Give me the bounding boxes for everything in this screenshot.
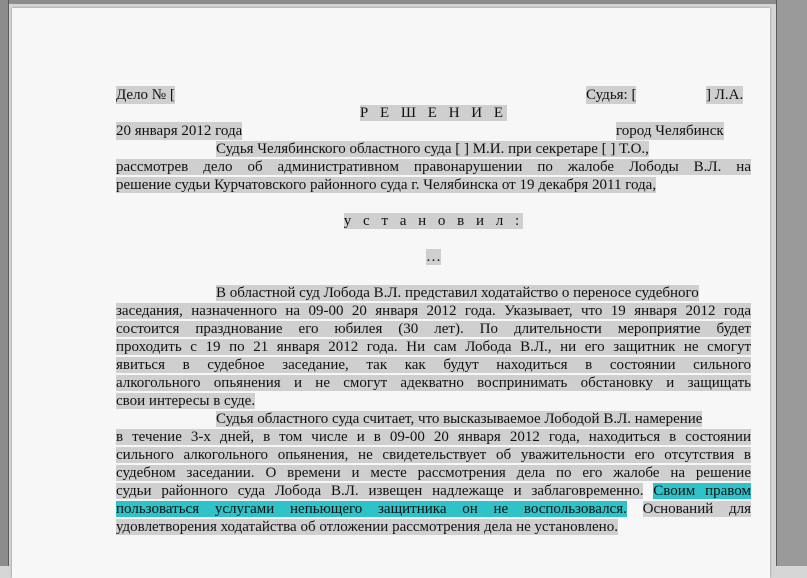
p2-line: в течение 3-х дней, в том числе и в 09-00 20 января 2012 года, находиться в состоянии xyxy=(116,429,751,445)
p1-line: явиться в судебное заседание, так как будут находиться в состоянии сильного xyxy=(116,357,751,373)
intro-line: Судья Челябинского областного суда [ ] М.И. при секретаре [ ] Т.О., xyxy=(216,141,649,157)
p2-line xyxy=(116,482,751,500)
document-text xyxy=(116,68,751,536)
title-text: Р Е Ш Е Н И Е xyxy=(359,105,508,121)
date-row xyxy=(116,122,751,140)
p2-line: удовлетворения ходатайства об отложении рассмотрения дела не установлено. xyxy=(116,519,618,535)
window-frame-left xyxy=(0,0,9,566)
paragraph-1 xyxy=(116,284,751,410)
highlighted-text: Своим правом xyxy=(653,483,751,499)
p2-line: судебном заседании. О времени и месте рассмотрения дела по его жалобе на решение xyxy=(116,465,751,481)
p2-line: сильного алкогольного опьянения, не свидетельствует об уважительности его отсутствия в xyxy=(116,447,751,463)
city: город Челябинск xyxy=(616,123,724,139)
p1-line: алкогольного опьянения и не смогут адекватно воспринимать обстановку и защищать xyxy=(116,375,751,391)
document-title xyxy=(116,104,751,122)
p1-line: состоится празднование его юбилея (30 лет). По длительности мероприятие будет xyxy=(116,321,751,337)
p1-line: В областной суд Лобода В.Л. представил ходатайство о переносе судебного xyxy=(216,285,699,301)
p2-line xyxy=(116,500,751,518)
judge-label: Судья: [ xyxy=(586,87,637,103)
p2-line: Судья областного суда считает, что высказываемое Лободой В.Л. намерение xyxy=(216,411,703,427)
ellipsis xyxy=(116,248,751,266)
intro-line: решение судьи Курчатовского районного суда г. Челябинска от 19 декабря 2011 года, xyxy=(116,177,657,193)
window-frame-right xyxy=(776,0,807,566)
p1-line: проходить с 19 по 21 января 2012 года. Ни сам Лобода В.Л., ни его защитник не смогут xyxy=(116,339,751,355)
p2-line6-text: Оснований для xyxy=(642,501,751,517)
paragraph-2 xyxy=(116,410,751,536)
header-row xyxy=(116,86,751,104)
document-page xyxy=(12,8,770,578)
window-frame-top xyxy=(0,0,807,4)
p1-line: заседания, назначенного на 09-00 20 января 2012 года. Указывает, что 19 января 2012 года xyxy=(116,303,751,319)
established-heading xyxy=(116,212,751,230)
intro-paragraph xyxy=(116,140,751,194)
intro-line: рассмотрев дело об административном правонарушении по жалобе Лободы В.Л. на xyxy=(116,159,751,175)
decision-date: 20 января 2012 года xyxy=(116,123,243,139)
case-number: Дело № [ xyxy=(116,87,175,103)
judge-initials: ] Л.А. xyxy=(706,87,744,103)
p1-line: свои интересы в суде. xyxy=(116,393,256,409)
established-text: у с т а н о в и л : xyxy=(343,213,524,229)
highlighted-text: пользоваться услугами непьющего защитника он не воспользовался. xyxy=(116,501,627,517)
p2-line5-text: судьи районного суда Лобода В.Л. извещен надлежаще и заблаговременно. xyxy=(116,483,644,499)
ellipsis-text: … xyxy=(426,249,441,265)
